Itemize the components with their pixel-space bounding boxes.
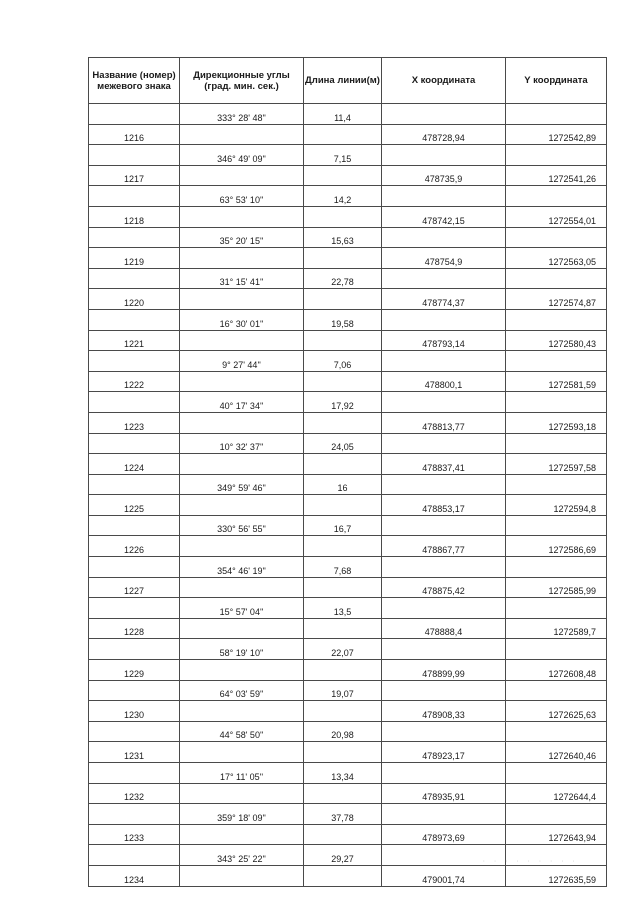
cell-y-coordinate [506,598,607,619]
cell-y-coordinate: 1272580,43 [506,330,607,351]
cell-direction-angle: 44° 58' 50'' [180,721,304,742]
cell-mark-name [89,268,180,289]
cell-mark-name [89,804,180,825]
cell-y-coordinate: 1272563,05 [506,248,607,269]
cell-mark-name [89,557,180,578]
cell-line-length: 16,7 [304,515,382,536]
cell-direction-angle [180,206,304,227]
cell-direction-angle [180,412,304,433]
cell-x-coordinate: 478837,41 [382,454,506,475]
table-row [89,680,607,701]
cell-mark-name [89,598,180,619]
cell-mark-name [89,721,180,742]
cell-mark-name: 1231 [89,742,180,763]
cell-mark-name: 1220 [89,289,180,310]
cell-mark-name: 1229 [89,660,180,681]
table-row [89,721,607,742]
cell-line-length: 7,06 [304,351,382,372]
cell-mark-name [89,145,180,166]
cell-x-coordinate: 478813,77 [382,412,506,433]
cell-direction-angle: 40° 17' 34'' [180,392,304,413]
table-row [89,165,607,186]
cell-direction-angle [180,577,304,598]
cell-x-coordinate [382,721,506,742]
cell-mark-name: 1225 [89,495,180,516]
cell-mark-name: 1234 [89,865,180,886]
cell-mark-name [89,763,180,784]
cell-y-coordinate [506,104,607,125]
cell-y-coordinate: 1272541,26 [506,165,607,186]
cell-mark-name: 1218 [89,206,180,227]
cell-x-coordinate: 478908,33 [382,701,506,722]
cell-direction-angle: 349° 59' 46'' [180,474,304,495]
table-row [89,309,607,330]
cell-direction-angle [180,701,304,722]
table-row [89,104,607,125]
cell-x-coordinate: 478754,9 [382,248,506,269]
table-row [89,639,607,660]
cell-x-coordinate [382,433,506,454]
cell-y-coordinate [506,145,607,166]
cell-line-length [304,577,382,598]
table-row [89,412,607,433]
cell-y-coordinate: 1272554,01 [506,206,607,227]
table-row [89,268,607,289]
cell-x-coordinate: 478793,14 [382,330,506,351]
cell-x-coordinate: 478742,15 [382,206,506,227]
cell-mark-name [89,186,180,207]
cell-x-coordinate: 479001,74 [382,865,506,886]
cell-y-coordinate: 1272593,18 [506,412,607,433]
cell-mark-name: 1217 [89,165,180,186]
cell-x-coordinate: 478875,42 [382,577,506,598]
cell-y-coordinate [506,351,607,372]
table-row [89,289,607,310]
table-row [89,145,607,166]
cell-direction-angle: 354° 46' 19'' [180,557,304,578]
table-row [89,536,607,557]
cell-mark-name: 1223 [89,412,180,433]
cell-direction-angle [180,124,304,145]
cell-y-coordinate [506,474,607,495]
cell-x-coordinate: 478973,69 [382,824,506,845]
table-row [89,804,607,825]
cell-line-length [304,618,382,639]
cell-mark-name: 1226 [89,536,180,557]
cell-x-coordinate: 478728,94 [382,124,506,145]
cell-x-coordinate [382,474,506,495]
cell-line-length [304,660,382,681]
cell-mark-name [89,433,180,454]
table-row [89,742,607,763]
cell-line-length: 24,05 [304,433,382,454]
cell-line-length [304,289,382,310]
cell-y-coordinate: 1272625,63 [506,701,607,722]
cell-x-coordinate [382,804,506,825]
cell-line-length [304,454,382,475]
cell-x-coordinate: 478800,1 [382,371,506,392]
cell-x-coordinate: 478735,9 [382,165,506,186]
cell-x-coordinate: 478899,99 [382,660,506,681]
cell-line-length [304,495,382,516]
cell-x-coordinate [382,145,506,166]
cell-x-coordinate [382,680,506,701]
table-row [89,618,607,639]
cell-y-coordinate [506,227,607,248]
cell-x-coordinate [382,309,506,330]
cell-direction-angle [180,618,304,639]
cell-line-length [304,701,382,722]
cell-mark-name [89,309,180,330]
cell-mark-name [89,515,180,536]
cell-y-coordinate [506,557,607,578]
cell-y-coordinate: 1272585,99 [506,577,607,598]
cell-direction-angle [180,824,304,845]
table-row [89,783,607,804]
table-row [89,124,607,145]
cell-y-coordinate: 1272640,46 [506,742,607,763]
cell-mark-name: 1233 [89,824,180,845]
table-row [89,474,607,495]
cell-line-length: 19,07 [304,680,382,701]
cell-direction-angle [180,330,304,351]
cell-x-coordinate [382,515,506,536]
cell-line-length [304,412,382,433]
cell-line-length: 14,2 [304,186,382,207]
cell-line-length [304,536,382,557]
cell-direction-angle: 346° 49' 09'' [180,145,304,166]
cell-line-length [304,124,382,145]
scan-artifact: · · · · · · · · · [482,858,578,865]
cell-x-coordinate: 478888,4 [382,618,506,639]
cell-line-length: 7,68 [304,557,382,578]
cell-y-coordinate: 1272581,59 [506,371,607,392]
cell-direction-angle: 330° 56' 55'' [180,515,304,536]
cell-line-length [304,165,382,186]
cell-x-coordinate: 478923,17 [382,742,506,763]
cell-mark-name [89,351,180,372]
table-row [89,577,607,598]
cell-line-length: 22,78 [304,268,382,289]
cell-x-coordinate [382,186,506,207]
header-length: Длина линии(м) [304,58,382,104]
cell-line-length: 20,98 [304,721,382,742]
cell-direction-angle [180,454,304,475]
cell-mark-name: 1227 [89,577,180,598]
cell-mark-name: 1224 [89,454,180,475]
cell-line-length [304,248,382,269]
cell-direction-angle [180,371,304,392]
cell-direction-angle: 16° 30' 01'' [180,309,304,330]
cell-y-coordinate [506,433,607,454]
table-row [89,248,607,269]
cell-x-coordinate: 478774,37 [382,289,506,310]
cell-direction-angle: 31° 15' 41'' [180,268,304,289]
cell-direction-angle [180,289,304,310]
cell-line-length [304,371,382,392]
cell-y-coordinate [506,309,607,330]
cell-mark-name: 1228 [89,618,180,639]
cell-direction-angle [180,783,304,804]
cell-mark-name [89,639,180,660]
cell-y-coordinate [506,721,607,742]
cell-y-coordinate [506,804,607,825]
cell-mark-name [89,474,180,495]
cell-direction-angle [180,742,304,763]
cell-direction-angle: 15° 57' 04'' [180,598,304,619]
cell-line-length [304,865,382,886]
cell-y-coordinate: 1272542,89 [506,124,607,145]
cell-line-length: 37,78 [304,804,382,825]
cell-y-coordinate [506,680,607,701]
cell-y-coordinate [506,515,607,536]
cell-mark-name: 1222 [89,371,180,392]
cell-y-coordinate: 1272594,8 [506,495,607,516]
cell-y-coordinate: 1272586,69 [506,536,607,557]
cell-y-coordinate: 1272643,94 [506,824,607,845]
cell-direction-angle: 35° 20' 15'' [180,227,304,248]
cell-y-coordinate: 1272589,7 [506,618,607,639]
cell-direction-angle [180,495,304,516]
cell-x-coordinate [382,639,506,660]
cell-mark-name [89,227,180,248]
cell-line-length [304,206,382,227]
header-name: Название (номер) межевого знака [89,58,180,104]
cell-y-coordinate: 1272574,87 [506,289,607,310]
cell-x-coordinate [382,392,506,413]
cell-line-length: 13,5 [304,598,382,619]
cell-line-length: 7,15 [304,145,382,166]
table-row [89,495,607,516]
table-row [89,598,607,619]
cell-line-length [304,330,382,351]
cell-direction-angle: 17° 11' 05'' [180,763,304,784]
cell-line-length [304,742,382,763]
cell-x-coordinate [382,268,506,289]
table-row [89,330,607,351]
cell-mark-name [89,392,180,413]
table-body [89,104,607,887]
cell-direction-angle: 10° 32' 37'' [180,433,304,454]
table-row [89,206,607,227]
cell-x-coordinate: 478867,77 [382,536,506,557]
cell-y-coordinate [506,186,607,207]
cell-y-coordinate [506,268,607,289]
cell-y-coordinate [506,639,607,660]
table-row [89,186,607,207]
cell-y-coordinate [506,392,607,413]
table-row [89,433,607,454]
cell-mark-name: 1216 [89,124,180,145]
cell-mark-name [89,104,180,125]
cell-y-coordinate: 1272597,58 [506,454,607,475]
cell-line-length: 13,34 [304,763,382,784]
header-angle: Дирекционные углы (град. мин. сек.) [180,58,304,104]
cell-direction-angle: 359° 18' 09'' [180,804,304,825]
table-row [89,351,607,372]
cell-direction-angle [180,536,304,557]
cell-line-length: 19,58 [304,309,382,330]
cell-x-coordinate [382,763,506,784]
cell-line-length: 22,07 [304,639,382,660]
cell-x-coordinate [382,227,506,248]
cell-line-length: 16 [304,474,382,495]
cell-mark-name [89,845,180,866]
cell-x-coordinate [382,557,506,578]
cell-line-length [304,783,382,804]
cell-y-coordinate: 1272608,48 [506,660,607,681]
table-header-row [89,58,607,104]
table-row [89,227,607,248]
cell-x-coordinate [382,104,506,125]
cell-mark-name [89,680,180,701]
table-row [89,824,607,845]
cell-line-length: 29,27 [304,845,382,866]
cell-x-coordinate: 478853,17 [382,495,506,516]
cell-y-coordinate: 1272644,4 [506,783,607,804]
cell-x-coordinate [382,351,506,372]
cell-direction-angle: 63° 53' 10'' [180,186,304,207]
header-x: X координата [382,58,506,104]
cell-x-coordinate: 478935,91 [382,783,506,804]
cell-direction-angle [180,660,304,681]
cell-mark-name: 1221 [89,330,180,351]
table-row [89,515,607,536]
cell-mark-name: 1230 [89,701,180,722]
cell-direction-angle: 58° 19' 10'' [180,639,304,660]
cell-line-length: 11,4 [304,104,382,125]
cell-direction-angle [180,248,304,269]
cell-y-coordinate: 1272635,59 [506,865,607,886]
cell-y-coordinate [506,763,607,784]
cell-mark-name: 1219 [89,248,180,269]
table-row [89,763,607,784]
header-y: Y координата [506,58,607,104]
boundary-coordinates-table [88,57,607,887]
cell-direction-angle [180,865,304,886]
cell-x-coordinate [382,598,506,619]
table-row [89,454,607,475]
table-row [89,392,607,413]
cell-direction-angle: 343° 25' 22'' [180,845,304,866]
table-row [89,371,607,392]
cell-direction-angle: 9° 27' 44'' [180,351,304,372]
table-row [89,660,607,681]
cell-mark-name: 1232 [89,783,180,804]
table-row [89,557,607,578]
cell-line-length: 15,63 [304,227,382,248]
cell-line-length: 17,92 [304,392,382,413]
cell-direction-angle: 333° 28' 48'' [180,104,304,125]
cell-line-length [304,824,382,845]
cell-direction-angle [180,165,304,186]
cell-direction-angle: 64° 03' 59'' [180,680,304,701]
table-row [89,701,607,722]
